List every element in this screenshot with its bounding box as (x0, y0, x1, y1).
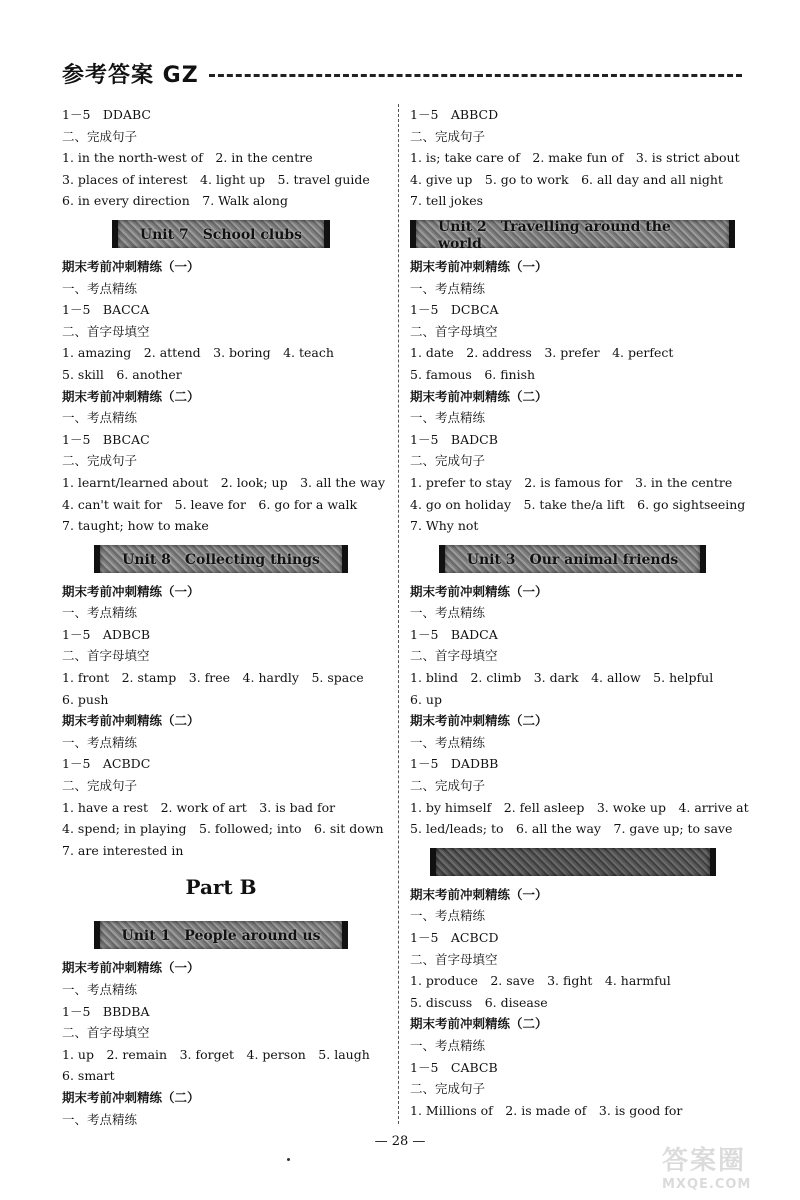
answer-line: 二、首字母填空 (410, 648, 498, 664)
answer-line: 1－5 ACBDC (62, 756, 151, 772)
unit-7-answers (62, 256, 386, 537)
answer-line: 一、考点精练 (62, 1111, 138, 1127)
section-heading: 期末考前冲刺精练（二） (62, 713, 200, 729)
unit-1-answers (62, 957, 380, 1130)
header-title: 参考答案 GZ (62, 62, 199, 88)
answer-line: 3. places of interest 4. light up 5. travel guide (62, 171, 370, 187)
print-dot (287, 1158, 290, 1161)
right-column (410, 104, 749, 1121)
unit-3-answers (410, 581, 749, 840)
unit-banner-wrap (62, 537, 380, 581)
unit-4-answers (410, 884, 735, 1122)
column-divider (398, 104, 399, 1124)
answer-line: 1. up 2. remain 3. forget 4. person 5. laugh (62, 1046, 370, 1062)
answer-line: 二、完成句子 (410, 453, 486, 469)
answer-line: 一、考点精练 (62, 982, 138, 997)
unit-banner-wrap (410, 840, 735, 884)
answer-line: 1－5 BBCAC (62, 431, 150, 447)
unit-4-banner (430, 848, 716, 876)
answer-line: 6. in every direction 7. Walk along (62, 193, 288, 209)
answer-line: 1. learnt/learned about 2. look; up 3. all the way (62, 474, 386, 490)
answer-line: 二、首字母填空 (410, 951, 498, 967)
watermark-logo (662, 1140, 792, 1196)
answer-line: 1－5 DDABC (62, 107, 151, 122)
section-heading: 期末考前冲刺精练（一） (62, 258, 200, 274)
unit-banner-wrap (62, 913, 380, 957)
answer-line: 7. taught; how to make (62, 518, 209, 534)
answer-line: 1－5 BADCB (410, 431, 498, 447)
section-heading: 期末考前冲刺精练（二） (410, 713, 548, 729)
section-heading: 期末考前冲刺精练（一） (62, 583, 200, 599)
answer-line: 1. date 2. address 3. prefer 4. perfect (410, 345, 674, 361)
answer-line: 一、考点精练 (410, 280, 486, 296)
answer-line: 1. by himself 2. fell asleep 3. woke up 4. arrive at (410, 799, 749, 815)
unit-banner-wrap (410, 537, 735, 581)
answer-line: 1. have a rest 2. work of art 3. is bad for (62, 799, 336, 815)
section-heading: 期末考前冲刺精练（一） (410, 886, 548, 902)
answer-line: 1－5 BADCA (410, 626, 498, 642)
answer-line: 一、考点精练 (410, 410, 486, 426)
answer-line: 二、完成句子 (62, 778, 138, 794)
answer-line: 一、考点精练 (410, 908, 486, 924)
answer-line: 一、考点精练 (62, 410, 138, 426)
answer-line: 1. produce 2. save 3. fight 4. harmful (410, 973, 671, 989)
answer-line: 二、首字母填空 (410, 323, 498, 339)
answer-line: 4. spend; in playing 5. followed; into 6. sit down (62, 821, 384, 837)
unit-8-answers (62, 581, 384, 862)
answer-line: 5. discuss 6. disease (410, 994, 548, 1010)
watermark-en: MXQE.COM (662, 1177, 752, 1192)
answer-line: 4. can't wait for 5. leave for 6. go for a walk (62, 496, 358, 512)
answer-line: 1－5 ABBCD (410, 107, 499, 122)
answer-line: 一、考点精练 (62, 734, 138, 750)
answer-line: 6. push (62, 691, 109, 707)
answer-line: 1. amazing 2. attend 3. boring 4. teach (62, 345, 334, 361)
section-heading: 期末考前冲刺精练（一） (62, 960, 200, 976)
answer-line: 1－5 BBDBA (62, 1003, 150, 1019)
answer-line: 1－5 BACCA (62, 302, 150, 318)
answer-line: 4. go on holiday 5. take the/a lift 6. go sightseeing (410, 496, 746, 512)
answer-line: 7. Why not (410, 518, 479, 534)
answer-line: 7. tell jokes (410, 193, 484, 209)
answer-line: 1. is; take care of 2. make fun of 3. is strict about (410, 150, 740, 166)
answer-line: 5. famous 6. finish (410, 366, 536, 382)
answer-line: 二、完成句子 (62, 128, 138, 144)
answer-line: 一、考点精练 (410, 734, 486, 750)
answer-line: 一、考点精练 (62, 605, 138, 621)
left-column (62, 104, 386, 1130)
answer-line: 一、考点精练 (410, 1037, 486, 1053)
answer-line: 5. skill 6. another (62, 366, 182, 382)
answer-line: 5. led/leads; to 6. all the way 7. gave up; to save (410, 821, 733, 837)
section-heading: 期末考前冲刺精练（一） (410, 583, 548, 599)
answer-line: 1. blind 2. climb 3. dark 4. allow 5. helpful (410, 670, 714, 686)
section-heading: 期末考前冲刺精练（二） (62, 1089, 200, 1105)
answer-line: 4. give up 5. go to work 6. all day and all night (410, 171, 723, 187)
answer-line: 1－5 ACBCD (410, 930, 499, 945)
answer-line: 6. up (410, 691, 442, 707)
answer-line: 1. in the north-west of 2. in the centre (62, 150, 313, 166)
answer-line: 二、首字母填空 (62, 1025, 150, 1041)
watermark-cn: 答案圈 (662, 1146, 747, 1176)
unit-2-banner: Unit 2 Travelling around the world (410, 220, 735, 248)
header-dashed-rule (209, 74, 742, 77)
section-heading: 期末考前冲刺精练（二） (410, 388, 548, 404)
answer-line: 二、完成句子 (410, 778, 486, 794)
unit-banner-wrap (410, 212, 735, 256)
part-b-heading: Part B (185, 875, 257, 900)
answer-line: 二、首字母填空 (62, 648, 150, 664)
answer-line: 1－5 DCBCA (410, 302, 499, 318)
section-heading: 期末考前冲刺精练（一） (410, 258, 548, 274)
answer-line: 1. prefer to stay 2. is famous for 3. in the centre (410, 474, 733, 490)
section-heading: 期末考前冲刺精练（二） (62, 388, 200, 404)
unit-7-banner: Unit 7 School clubs (112, 220, 330, 248)
answer-line: 1－5 ADBCB (62, 626, 151, 642)
answer-line: 一、考点精练 (62, 280, 138, 296)
section-heading: 期末考前冲刺精练（二） (410, 1016, 548, 1032)
answer-line: 二、完成句子 (62, 453, 138, 469)
unit-1-banner: Unit 1 People around us (94, 921, 349, 949)
unit-banner-wrap (62, 212, 380, 256)
answer-line: 二、完成句子 (410, 1081, 486, 1097)
answer-line: 1－5 CABCB (410, 1059, 498, 1075)
answer-line: 1－5 DADBB (410, 756, 499, 772)
answer-line: 7. are interested in (62, 842, 184, 858)
right-top-answers (410, 104, 740, 212)
answer-line: 二、完成句子 (410, 128, 486, 144)
left-top-answers (62, 104, 380, 212)
answer-line: 二、首字母填空 (62, 323, 150, 339)
answer-line: 1. Millions of 2. is made of 3. is good for (410, 1102, 683, 1118)
page-header (62, 56, 742, 90)
answer-line: 6. smart (62, 1068, 115, 1084)
answer-line: 一、考点精练 (410, 605, 486, 621)
answer-line: 1. front 2. stamp 3. free 4. hardly 5. space (62, 670, 364, 686)
unit-2-answers (410, 256, 746, 537)
page-number: — 28 — (374, 1134, 426, 1149)
unit-8-banner: Unit 8 Collecting things (94, 545, 348, 573)
unit-3-banner: Unit 3 Our animal friends (439, 545, 707, 573)
